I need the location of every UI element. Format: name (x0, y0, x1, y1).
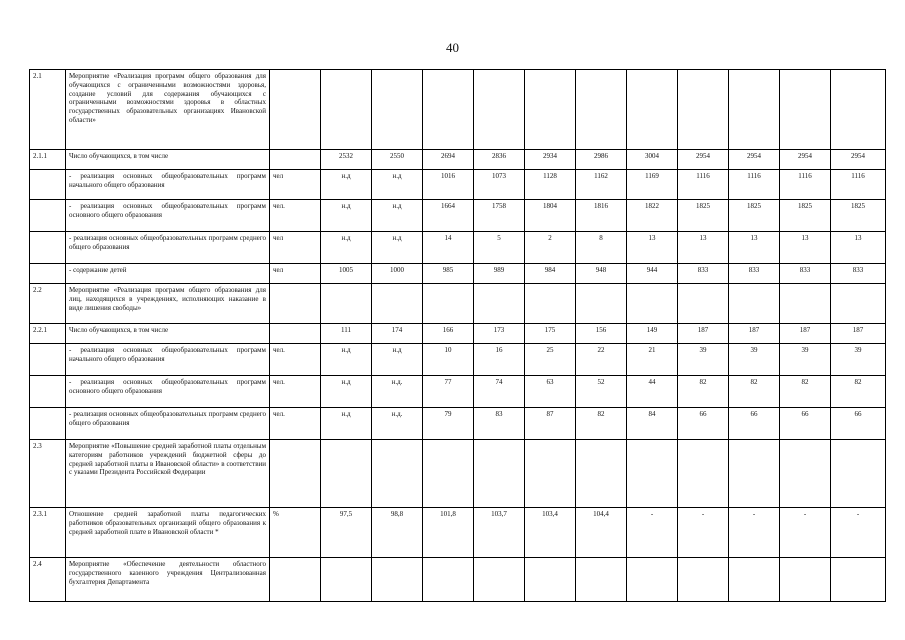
row-value-cell (423, 558, 474, 602)
row-value-cell: 82 (729, 376, 780, 408)
row-value-cell (525, 558, 576, 602)
row-value-cell: 5 (474, 232, 525, 264)
row-value-cell (729, 70, 780, 150)
table-row (30, 150, 886, 170)
row-value-cell: 1825 (831, 200, 886, 232)
row-unit-cell (270, 70, 321, 150)
table-row (30, 284, 886, 324)
row-value-cell (321, 558, 372, 602)
page-number: 40 (446, 40, 459, 55)
row-value-cell: 13 (627, 232, 678, 264)
table-row (30, 324, 886, 344)
row-unit-cell (270, 558, 321, 602)
row-value-cell: н.д (321, 232, 372, 264)
row-value-cell (678, 440, 729, 508)
row-value-cell: 1825 (780, 200, 831, 232)
row-description-cell: - реализация основных общеобразовательных программ основного общего образования (66, 376, 270, 408)
indicators-table (29, 69, 886, 602)
row-description-cell: - реализация основных общеобразовательных программ основного общего образования (66, 200, 270, 232)
row-value-cell (321, 70, 372, 150)
row-value-cell (729, 440, 780, 508)
row-value-cell (423, 284, 474, 324)
row-unit-cell (270, 324, 321, 344)
row-value-cell (627, 558, 678, 602)
row-value-cell: 2954 (729, 150, 780, 170)
table-row (30, 344, 886, 376)
row-value-cell: 2954 (780, 150, 831, 170)
row-value-cell: 111 (321, 324, 372, 344)
row-value-cell: 187 (831, 324, 886, 344)
row-value-cell (474, 284, 525, 324)
table-row (30, 376, 886, 408)
row-code-cell: 2.4 (30, 558, 66, 602)
row-value-cell: н.д (321, 200, 372, 232)
row-value-cell: 2532 (321, 150, 372, 170)
row-value-cell: н.д. (372, 408, 423, 440)
row-value-cell (525, 70, 576, 150)
row-value-cell (780, 70, 831, 150)
row-value-cell: - (627, 508, 678, 558)
row-value-cell: 1162 (576, 170, 627, 200)
row-value-cell: 2954 (678, 150, 729, 170)
row-value-cell: 87 (525, 408, 576, 440)
row-value-cell: н.д (321, 376, 372, 408)
row-value-cell: 66 (831, 408, 886, 440)
row-value-cell: 16 (474, 344, 525, 376)
row-value-cell: 174 (372, 324, 423, 344)
row-value-cell: 13 (678, 232, 729, 264)
row-value-cell: 39 (678, 344, 729, 376)
row-value-cell: 13 (729, 232, 780, 264)
row-value-cell: 166 (423, 324, 474, 344)
row-value-cell: 82 (780, 376, 831, 408)
row-description-cell: Мероприятие «Обеспечение деятельности областного государственного казенного учреждения Централизованная бухгалтерия Департамента (66, 558, 270, 602)
row-value-cell: 1169 (627, 170, 678, 200)
row-value-cell (474, 70, 525, 150)
table-row (30, 200, 886, 232)
row-value-cell (678, 70, 729, 150)
row-value-cell: н.д (321, 344, 372, 376)
row-value-cell: 989 (474, 264, 525, 284)
row-code-cell: 2.2.1 (30, 324, 66, 344)
row-value-cell: 173 (474, 324, 525, 344)
row-value-cell: 2 (525, 232, 576, 264)
row-value-cell: 1116 (678, 170, 729, 200)
row-value-cell: 66 (780, 408, 831, 440)
row-value-cell: 74 (474, 376, 525, 408)
row-unit-cell (270, 440, 321, 508)
table-row (30, 508, 886, 558)
row-value-cell (321, 284, 372, 324)
table-row (30, 264, 886, 284)
row-unit-cell: % (270, 508, 321, 558)
row-value-cell (321, 440, 372, 508)
row-value-cell: 82 (576, 408, 627, 440)
row-value-cell (780, 440, 831, 508)
row-value-cell: 833 (831, 264, 886, 284)
row-code-cell: 2.1.1 (30, 150, 66, 170)
row-description-cell: - реализация основных общеобразовательных программ начального общего образования (66, 344, 270, 376)
row-code-cell (30, 376, 66, 408)
row-value-cell: 66 (729, 408, 780, 440)
row-description-cell: Отношение средней заработной платы педагогических работников образовательных организаций общего образования к средней заработной плате в Ивановской области * (66, 508, 270, 558)
row-value-cell: 1804 (525, 200, 576, 232)
row-value-cell: 985 (423, 264, 474, 284)
row-value-cell (525, 284, 576, 324)
table-row (30, 408, 886, 440)
row-value-cell (576, 440, 627, 508)
table-row (30, 558, 886, 602)
row-value-cell (627, 440, 678, 508)
row-description-cell: - реализация основных общеобразовательных программ среднего общего образования (66, 408, 270, 440)
row-value-cell: 52 (576, 376, 627, 408)
row-value-cell: 66 (678, 408, 729, 440)
row-value-cell (525, 440, 576, 508)
row-code-cell (30, 344, 66, 376)
row-value-cell: 103,4 (525, 508, 576, 558)
row-code-cell (30, 200, 66, 232)
row-value-cell: 2550 (372, 150, 423, 170)
row-value-cell (831, 558, 886, 602)
row-value-cell (831, 284, 886, 324)
row-description-cell: - реализация основных общеобразовательных программ начального общего образования (66, 170, 270, 200)
row-value-cell (576, 558, 627, 602)
row-value-cell: 84 (627, 408, 678, 440)
row-value-cell: 10 (423, 344, 474, 376)
row-value-cell (372, 70, 423, 150)
row-value-cell: 3004 (627, 150, 678, 170)
row-unit-cell (270, 150, 321, 170)
row-value-cell (372, 558, 423, 602)
row-value-cell: 77 (423, 376, 474, 408)
row-value-cell: н.д (372, 344, 423, 376)
row-value-cell: 22 (576, 344, 627, 376)
row-value-cell: 39 (831, 344, 886, 376)
row-code-cell (30, 232, 66, 264)
row-unit-cell: чел (270, 170, 321, 200)
row-value-cell: 948 (576, 264, 627, 284)
row-value-cell: 149 (627, 324, 678, 344)
row-value-cell: 156 (576, 324, 627, 344)
row-value-cell: 83 (474, 408, 525, 440)
row-unit-cell: чел. (270, 408, 321, 440)
row-unit-cell: чел (270, 264, 321, 284)
row-value-cell: 187 (780, 324, 831, 344)
row-value-cell: 8 (576, 232, 627, 264)
table-row (30, 232, 886, 264)
row-value-cell (474, 440, 525, 508)
row-value-cell: 2836 (474, 150, 525, 170)
row-code-cell (30, 170, 66, 200)
row-value-cell (576, 284, 627, 324)
row-value-cell: 103,7 (474, 508, 525, 558)
row-value-cell: 1128 (525, 170, 576, 200)
row-value-cell: 1116 (831, 170, 886, 200)
row-value-cell: 104,4 (576, 508, 627, 558)
row-value-cell: 2934 (525, 150, 576, 170)
row-code-cell (30, 408, 66, 440)
row-value-cell: 82 (831, 376, 886, 408)
row-value-cell (423, 440, 474, 508)
row-value-cell: н.д. (372, 376, 423, 408)
row-value-cell: 833 (729, 264, 780, 284)
row-value-cell: н.д (321, 170, 372, 200)
row-description-cell: Число обучающихся, в том числе (66, 150, 270, 170)
row-value-cell: 1664 (423, 200, 474, 232)
row-description-cell: - содержание детей (66, 264, 270, 284)
row-value-cell (729, 558, 780, 602)
row-value-cell: 82 (678, 376, 729, 408)
row-value-cell (678, 558, 729, 602)
row-value-cell: 1825 (678, 200, 729, 232)
row-value-cell: - (831, 508, 886, 558)
row-value-cell: 1816 (576, 200, 627, 232)
row-value-cell (831, 70, 886, 150)
table-row (30, 440, 886, 508)
row-description-cell: Мероприятие «Реализация программ общего образования для обучающихся с ограниченными возможностями здоровья, создание условий для содержания обучающихся с ограниченными возможностями здоровья в областных государственных образовательных организациях Ивановской области» (66, 70, 270, 150)
row-value-cell: 187 (678, 324, 729, 344)
row-value-cell: - (678, 508, 729, 558)
row-value-cell: 25 (525, 344, 576, 376)
row-unit-cell: чел. (270, 200, 321, 232)
row-value-cell (627, 284, 678, 324)
row-value-cell: 944 (627, 264, 678, 284)
row-value-cell: 21 (627, 344, 678, 376)
row-unit-cell: чел. (270, 344, 321, 376)
row-code-cell: 2.3.1 (30, 508, 66, 558)
row-value-cell: 984 (525, 264, 576, 284)
row-value-cell: 39 (729, 344, 780, 376)
row-value-cell (729, 284, 780, 324)
row-description-cell: Мероприятие «Повышение средней заработной платы отдельным категориям работников учреждений бюджетной сферы до средней заработной платы в Ивановской области» в соответствии с указами Президента Российской Федерации (66, 440, 270, 508)
row-value-cell: 13 (780, 232, 831, 264)
row-value-cell: 833 (780, 264, 831, 284)
row-value-cell: 833 (678, 264, 729, 284)
row-value-cell: н.д (372, 200, 423, 232)
row-value-cell (576, 70, 627, 150)
row-value-cell (831, 440, 886, 508)
row-value-cell: 44 (627, 376, 678, 408)
row-value-cell: - (780, 508, 831, 558)
table-row (30, 170, 886, 200)
row-value-cell: 79 (423, 408, 474, 440)
row-value-cell: 1073 (474, 170, 525, 200)
row-value-cell: 1016 (423, 170, 474, 200)
row-value-cell: 1758 (474, 200, 525, 232)
row-value-cell: н.д (372, 232, 423, 264)
row-value-cell (627, 70, 678, 150)
row-value-cell: 13 (831, 232, 886, 264)
row-value-cell (678, 284, 729, 324)
row-code-cell (30, 264, 66, 284)
row-value-cell (372, 284, 423, 324)
row-value-cell: 101,8 (423, 508, 474, 558)
table-row (30, 70, 886, 150)
row-value-cell: 1000 (372, 264, 423, 284)
row-code-cell: 2.3 (30, 440, 66, 508)
row-value-cell (474, 558, 525, 602)
row-description-cell: Мероприятие «Реализация программ общего образования для лиц, находящихся в учреждениях, исполняющих наказание в виде лишения свободы» (66, 284, 270, 324)
row-value-cell: 1005 (321, 264, 372, 284)
row-value-cell: 1116 (729, 170, 780, 200)
row-value-cell: 1116 (780, 170, 831, 200)
row-value-cell: 2986 (576, 150, 627, 170)
row-value-cell: 98,8 (372, 508, 423, 558)
row-value-cell: 2954 (831, 150, 886, 170)
row-value-cell: 2694 (423, 150, 474, 170)
row-code-cell: 2.2 (30, 284, 66, 324)
row-value-cell: 39 (780, 344, 831, 376)
row-description-cell: - реализация основных общеобразовательных программ среднего общего образования (66, 232, 270, 264)
row-value-cell: 14 (423, 232, 474, 264)
row-value-cell: 97,5 (321, 508, 372, 558)
row-description-cell: Число обучающихся, в том числе (66, 324, 270, 344)
row-value-cell: н.д (372, 170, 423, 200)
row-unit-cell (270, 284, 321, 324)
row-value-cell (780, 558, 831, 602)
row-value-cell (780, 284, 831, 324)
row-value-cell: 175 (525, 324, 576, 344)
row-value-cell: н.д (321, 408, 372, 440)
row-code-cell: 2.1 (30, 70, 66, 150)
row-value-cell: - (729, 508, 780, 558)
row-value-cell: 1825 (729, 200, 780, 232)
row-value-cell: 1822 (627, 200, 678, 232)
row-value-cell: 63 (525, 376, 576, 408)
row-unit-cell: чел (270, 232, 321, 264)
row-value-cell (423, 70, 474, 150)
row-value-cell (372, 440, 423, 508)
row-value-cell: 187 (729, 324, 780, 344)
row-unit-cell: чел. (270, 376, 321, 408)
